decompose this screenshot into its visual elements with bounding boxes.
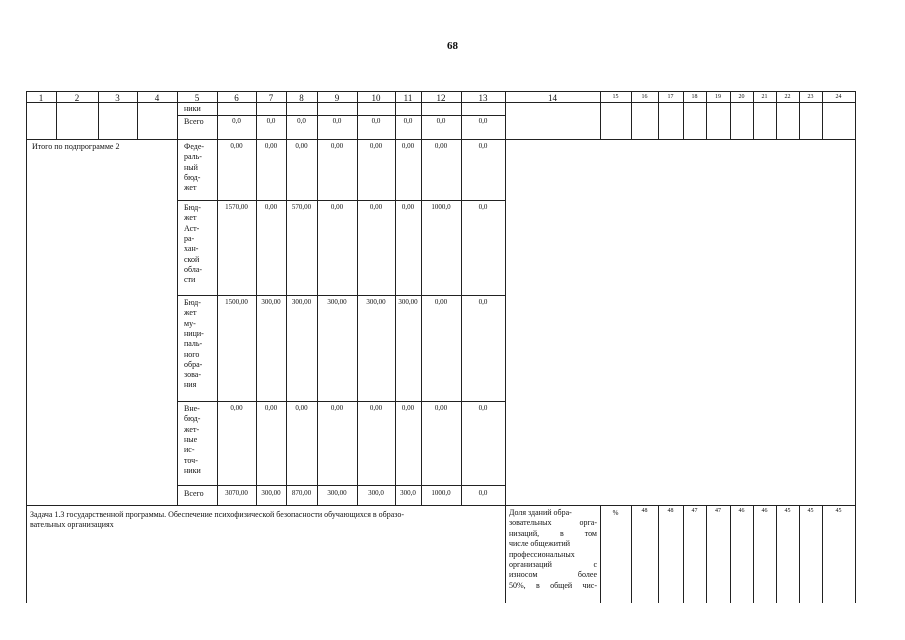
top-total-row-value-col12: 0,0 bbox=[436, 117, 446, 125]
indicator-value-col20: 46 bbox=[738, 508, 745, 514]
source-row-2-value-col6: 1570,00 bbox=[225, 203, 248, 211]
grid-line bbox=[505, 91, 506, 603]
column-number-23: 23 bbox=[807, 94, 814, 100]
top-total-row-value-col7: 0,0 bbox=[266, 117, 276, 125]
grid-line bbox=[26, 91, 27, 603]
top-total-row-value-col13: 0,0 bbox=[478, 117, 488, 125]
source-row-2-value-col11: 0,00 bbox=[401, 203, 415, 211]
source-row-4-value-col6: 0,00 bbox=[230, 404, 243, 412]
column-number-7: 7 bbox=[268, 93, 274, 103]
subtotal-total-row-value-col10: 300,0 bbox=[368, 489, 384, 497]
source-row-3-value-col8: 300,00 bbox=[291, 298, 312, 306]
column-number-16: 16 bbox=[641, 94, 648, 100]
source-row-2-value-col8: 570,00 bbox=[291, 203, 312, 211]
source-row-4-value-col9: 0,00 bbox=[330, 404, 344, 412]
grid-line bbox=[177, 200, 505, 201]
top-total-row-value-col6: 0,0 bbox=[232, 117, 241, 125]
source-row-2-value-col10: 0,00 bbox=[369, 203, 383, 211]
grid-line bbox=[753, 102, 754, 139]
indicator-description bbox=[509, 508, 597, 591]
source-label-line: Бюд- bbox=[184, 203, 201, 212]
source-label-line: ници- bbox=[184, 328, 204, 338]
indicator-description-line: 50%, в общей чис- bbox=[509, 580, 597, 590]
source-row-3-value-col11: 300,00 bbox=[398, 298, 418, 306]
grid-line bbox=[177, 401, 505, 402]
source-label-line: Аст- bbox=[184, 223, 200, 233]
source-label-line: бюд- bbox=[184, 414, 201, 424]
subtotal-total-row-value-col13: 0,0 bbox=[478, 489, 488, 497]
top-total-row-value-col10: 0,0 bbox=[371, 117, 381, 125]
source-label-line: раль- bbox=[184, 152, 202, 162]
grid-line bbox=[822, 102, 823, 139]
subtotal-title: Итого по подпрограмме 2 bbox=[32, 142, 120, 151]
column-number-6: 6 bbox=[234, 93, 239, 103]
subtotal-total-row-value-col9: 300,00 bbox=[327, 489, 347, 497]
source-row-1-value-col13: 0,0 bbox=[478, 142, 488, 150]
grid-line bbox=[631, 505, 632, 603]
indicator-unit: % bbox=[612, 509, 619, 517]
column-number-17: 17 bbox=[667, 94, 674, 100]
source-label-line: паль- bbox=[184, 339, 203, 349]
indicator-description-line: Доля зданий обра- bbox=[509, 508, 572, 517]
task-title-line-1: Задача 1.3 государственной программы. Обеспечение психофизической безопасности обучающихся в образо- bbox=[30, 510, 405, 519]
column-number-2: 2 bbox=[74, 93, 80, 103]
subtotal-total-row-value-col7: 300,00 bbox=[261, 489, 281, 497]
source-row-2-value-col12: 1000,0 bbox=[431, 203, 451, 211]
source-row-1-value-col7: 0,00 bbox=[264, 142, 278, 150]
source-row-1-value-col6: 0,00 bbox=[230, 142, 243, 150]
indicator-description-line: износом более bbox=[509, 570, 597, 580]
subtotal-total-row-value-col8: 870,00 bbox=[291, 489, 312, 497]
source-label-line: ные bbox=[184, 434, 198, 444]
column-number-20: 20 bbox=[738, 94, 745, 100]
source-label-line: точ- bbox=[184, 455, 198, 465]
source-row-2-value-col13: 0,0 bbox=[478, 203, 488, 211]
source-label-line: Бюд- bbox=[184, 298, 201, 307]
grid-line bbox=[799, 505, 800, 603]
source-row-4-value-col10: 0,00 bbox=[369, 404, 383, 412]
indicator-description-line: зовательных орга- bbox=[509, 518, 597, 528]
indicator-description-line: низаций, в том bbox=[509, 528, 597, 538]
source-row-3-value-col7: 300,00 bbox=[261, 298, 281, 306]
source-row-4-value-col8: 0,00 bbox=[295, 404, 308, 412]
source-row-1-value-col8: 0,00 bbox=[295, 142, 308, 150]
grid-line bbox=[683, 102, 684, 139]
source-label-line: ра- bbox=[184, 233, 195, 243]
grid-line bbox=[658, 505, 659, 603]
grid-line bbox=[177, 91, 178, 505]
source-label-line: хан- bbox=[184, 244, 199, 254]
grid-line bbox=[706, 505, 707, 603]
source-label-line: ный bbox=[184, 162, 198, 172]
source-row-1-value-col12: 0,00 bbox=[434, 142, 448, 150]
source-label-line: ного bbox=[184, 349, 200, 359]
source-row-1-value-col9: 0,00 bbox=[330, 142, 344, 150]
source-row-2-value-col7: 0,00 bbox=[264, 203, 278, 211]
source-label-line: Феде- bbox=[184, 142, 205, 151]
indicator-description-line: числе общежитий bbox=[509, 539, 571, 549]
top-total-row-value-col11: 0,0 bbox=[403, 117, 413, 125]
source-label-line: жет bbox=[184, 308, 197, 318]
column-number-5: 5 bbox=[194, 93, 200, 103]
grid-line bbox=[26, 139, 855, 140]
source-row-3-value-col6: 1500,00 bbox=[225, 298, 248, 306]
grid-line bbox=[177, 115, 505, 116]
source-label-line: му- bbox=[184, 318, 196, 328]
grid-line bbox=[177, 485, 505, 486]
indicator-value-col16: 48 bbox=[641, 508, 648, 514]
top-total-row-value-col9: 0,0 bbox=[332, 117, 342, 125]
column-number-15: 15 bbox=[612, 94, 619, 100]
grid-line bbox=[730, 505, 731, 603]
source-row-1-value-col10: 0,00 bbox=[369, 142, 383, 150]
grid-line bbox=[776, 102, 777, 139]
column-number-18: 18 bbox=[691, 94, 698, 100]
column-number-10: 10 bbox=[371, 93, 381, 103]
grid-line bbox=[730, 102, 731, 139]
indicator-value-col21: 46 bbox=[761, 508, 768, 514]
column-number-9: 9 bbox=[334, 93, 340, 103]
column-number-8: 8 bbox=[299, 93, 304, 103]
source-label-line: обра- bbox=[184, 359, 203, 369]
column-number-1: 1 bbox=[38, 93, 44, 103]
source-label-line: сти bbox=[184, 275, 196, 285]
column-number-21: 21 bbox=[761, 94, 768, 100]
grid-line bbox=[799, 102, 800, 139]
source-row-2-value-col9: 0,00 bbox=[330, 203, 344, 211]
column-number-24: 24 bbox=[835, 94, 842, 100]
source-row-3-value-col9: 300,00 bbox=[327, 298, 347, 306]
source-row-3-value-col12: 0,00 bbox=[434, 298, 448, 306]
source-label-line: жет bbox=[184, 183, 197, 193]
indicator-value-col24: 45 bbox=[835, 508, 842, 514]
grid-line bbox=[855, 91, 856, 603]
indicator-value-col22: 45 bbox=[784, 508, 791, 514]
indicator-value-col19: 47 bbox=[715, 508, 721, 514]
source-label-line: Вне- bbox=[184, 404, 200, 413]
indicator-description-line: организаций с bbox=[509, 560, 597, 570]
grid-line bbox=[658, 102, 659, 139]
source-row-4-value-col13: 0,0 bbox=[478, 404, 488, 412]
indicator-value-col18: 47 bbox=[691, 508, 698, 514]
column-number-3: 3 bbox=[115, 93, 120, 103]
grid-line bbox=[753, 505, 754, 603]
column-number-13: 13 bbox=[478, 93, 488, 103]
column-number-11: 11 bbox=[403, 93, 413, 103]
column-number-12: 12 bbox=[436, 93, 446, 103]
source-label-line: обла- bbox=[184, 264, 203, 274]
source-label-line: ской bbox=[184, 254, 200, 264]
subtotal-total-row-value-col11: 300,0 bbox=[400, 489, 416, 497]
source-row-4-value-col12: 0,00 bbox=[434, 404, 448, 412]
grid-line bbox=[600, 505, 601, 603]
column-number-4: 4 bbox=[154, 93, 160, 103]
source-row-3-value-col13: 0,0 bbox=[478, 298, 488, 306]
source-label-line: ис- bbox=[184, 445, 195, 455]
source-row-3-value-col10: 300,00 bbox=[366, 298, 386, 306]
source-label-line: ники bbox=[184, 465, 201, 475]
page-number: 68 bbox=[447, 40, 458, 52]
subtotal-total-row-value-col6: 3070,00 bbox=[225, 489, 248, 497]
source-label-line: жет- bbox=[184, 424, 200, 434]
indicator-description-line: профессиональных bbox=[509, 549, 575, 559]
grid-line bbox=[631, 102, 632, 139]
source-row-1-value-col11: 0,00 bbox=[401, 142, 415, 150]
task-title-line-2: вательных организациях bbox=[30, 520, 114, 529]
source-label-line: бюд- bbox=[184, 172, 201, 182]
source-label-fragment: ники bbox=[184, 104, 201, 113]
subtotal-total-row-value-col12: 1000,0 bbox=[431, 489, 451, 497]
indicator-value-col17: 48 bbox=[667, 508, 674, 514]
grid-line bbox=[822, 505, 823, 603]
total-label: Всего bbox=[184, 117, 204, 126]
source-label-line: ния bbox=[184, 380, 197, 390]
source-label-line: зова- bbox=[184, 370, 201, 380]
column-number-22: 22 bbox=[784, 94, 791, 100]
column-number-14: 14 bbox=[548, 93, 557, 103]
grid-line bbox=[177, 295, 505, 296]
source-label-line: жет bbox=[184, 213, 197, 223]
source-row-4-value-col7: 0,00 bbox=[264, 404, 278, 412]
top-total-row-value-col8: 0,0 bbox=[297, 117, 306, 125]
source-row-4-value-col11: 0,00 bbox=[401, 404, 415, 412]
subtotal-total-label: Всего bbox=[184, 489, 204, 498]
indicator-value-col23: 45 bbox=[807, 508, 814, 514]
grid-line bbox=[706, 102, 707, 139]
grid-line bbox=[776, 505, 777, 603]
grid-line bbox=[683, 505, 684, 603]
column-number-19: 19 bbox=[715, 94, 721, 100]
